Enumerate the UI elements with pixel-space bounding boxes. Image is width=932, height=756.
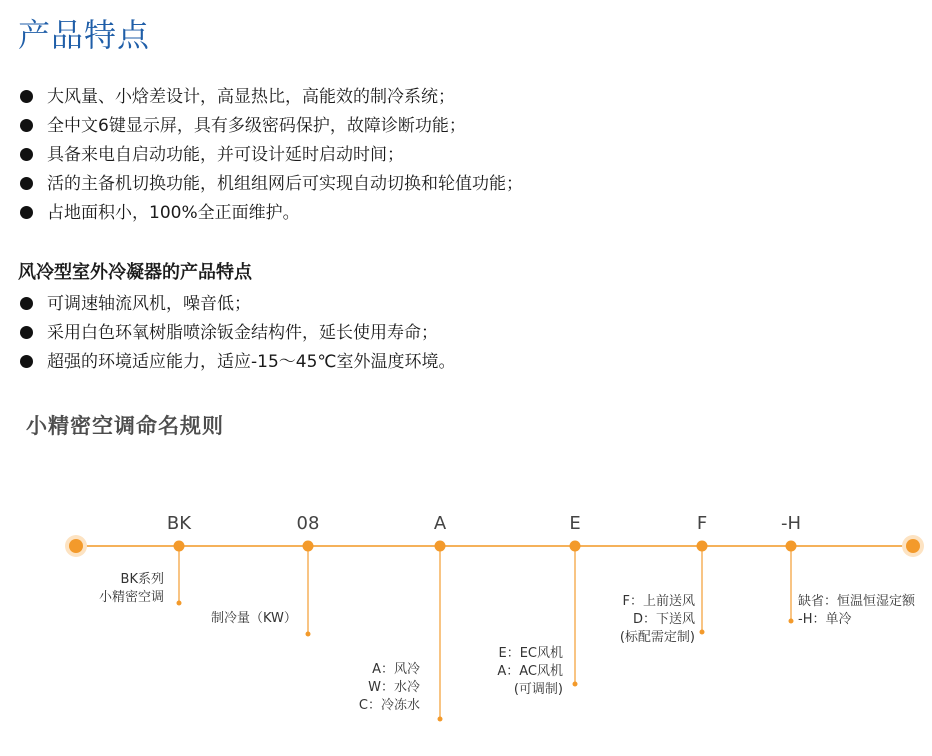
segment-node-dot [435, 541, 446, 552]
segment-leader-end-dot [438, 717, 443, 722]
segment-leader-end-dot [789, 619, 794, 624]
segment-note-text: A：风冷 [372, 662, 420, 677]
segment-leader-end-dot [306, 632, 311, 637]
segment-code-label: E [569, 513, 581, 534]
segment-leader-end-dot [573, 682, 578, 687]
timeline-start-dot [69, 539, 83, 553]
condenser-heading: 风冷型室外冷凝器的产品特点 [18, 262, 252, 283]
segment-note-text: E：EC风机 [498, 646, 563, 661]
condenser-feature-item: 超强的环境适应能力，适应-15～45℃室外温度环境。 [20, 348, 456, 377]
feature-item: 占地面积小，100%全正面维护。 [20, 199, 523, 228]
feature-item: 具备来电自启动功能，并可设计延时启动时间； [20, 141, 523, 170]
segment-code-label: BK [166, 513, 192, 534]
segment-note-text: (标配需定制) [619, 630, 695, 645]
feature-item: 活的主备机切换功能，机组组网后可实现自动切换和轮值功能； [20, 170, 523, 199]
segment-note-text: 制冷量（KW） [211, 611, 297, 626]
condenser-feature-item: 可调速轴流风机，噪音低； [20, 290, 456, 319]
segment-node-dot [570, 541, 581, 552]
segment-note-text: BK系列 [120, 572, 164, 587]
feature-item: 大风量、小焓差设计，高显热比，高能效的制冷系统； [20, 83, 523, 112]
segment-node-dot [303, 541, 314, 552]
segment-code-label: F [696, 513, 708, 534]
timeline-end-dot [906, 539, 920, 553]
segment-note-text: W：水冷 [368, 680, 420, 695]
condenser-feature-item: 采用白色环氧树脂喷涂钣金结构件，延长使用寿命； [20, 319, 456, 348]
segment-code-label: -H [780, 513, 802, 534]
segment-note-text: A：AC风机 [497, 664, 563, 679]
page-title: 产品特点 [18, 16, 151, 54]
segment-node-dot [697, 541, 708, 552]
feature-item: 全中文6键显示屏，具有多级密码保护，故障诊断功能； [20, 112, 523, 141]
segment-note-text: C：冷冻水 [358, 698, 420, 713]
naming-rule-title: 小精密空调命名规则 [26, 414, 224, 438]
segment-note-text: D：下送风 [632, 612, 695, 627]
segment-code-label: A [433, 513, 447, 534]
segment-node-dot [174, 541, 185, 552]
segment-note-text: F：上前送风 [622, 594, 695, 609]
segment-note-text: 小精密空调 [98, 590, 164, 605]
segment-node-dot [786, 541, 797, 552]
segment-leader-end-dot [700, 630, 705, 635]
segment-note-text: (可调制) [513, 682, 563, 697]
segment-code-label: 08 [296, 513, 320, 534]
segment-note-text: 缺省：恒温恒湿定额 [798, 594, 916, 609]
segment-leader-end-dot [177, 601, 182, 606]
segment-note-text: -H：单冷 [798, 612, 852, 627]
